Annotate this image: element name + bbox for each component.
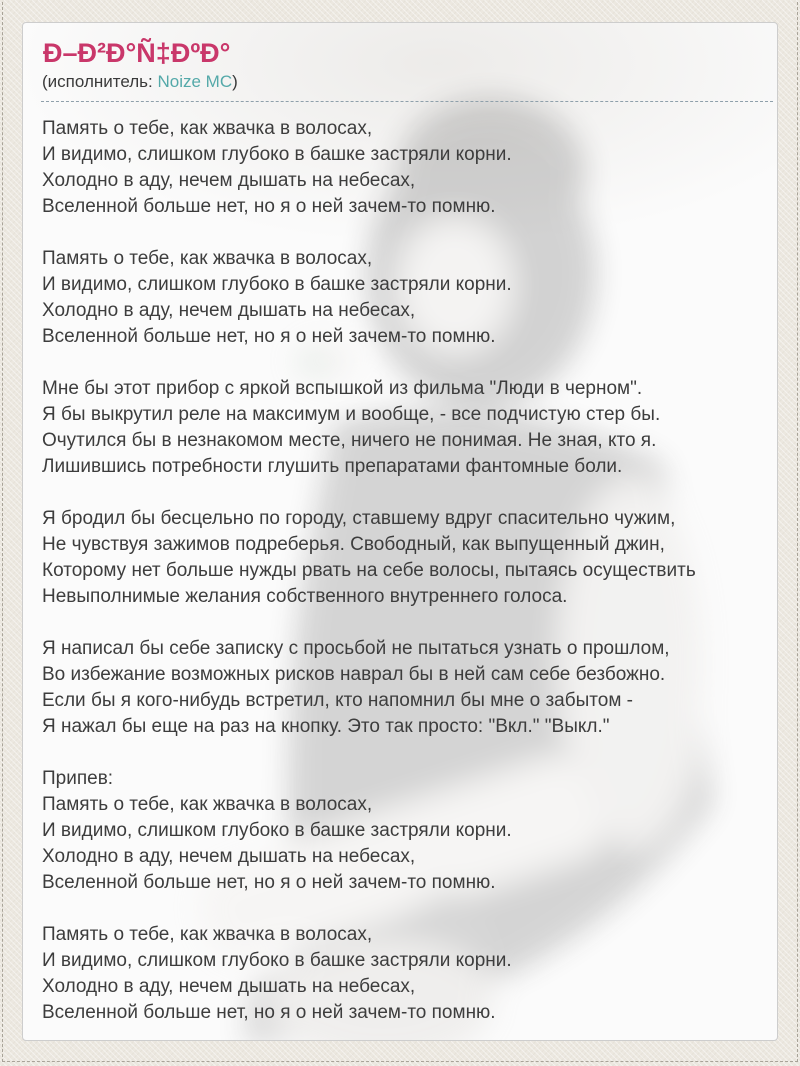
lyric-line: Не чувствуя зажимов подреберья. Свободный, как выпущенный джин, bbox=[42, 534, 665, 555]
lyric-line: Невыполнимые желания собственного внутреннего голоса. bbox=[42, 586, 568, 607]
lyric-line: И видимо, слишком глубоко в башке застряли корни. bbox=[42, 274, 512, 295]
lyric-line: Холодно в аду, нечем дышать на небесах, bbox=[42, 300, 416, 321]
stanza bbox=[42, 246, 759, 350]
lyric-line: Память о тебе, как жвачка в волосах, bbox=[42, 794, 373, 815]
lyric-line: Если бы я кого-нибудь встретил, кто напомнил бы мне о забытом - bbox=[42, 690, 633, 711]
lyric-line: Память о тебе, как жвачка в волосах, bbox=[42, 924, 373, 945]
stanza bbox=[42, 116, 759, 220]
lyric-line: Вселенной больше нет, но я о ней зачем-то помню. bbox=[42, 1002, 496, 1023]
lyric-line: Припев: bbox=[42, 768, 114, 789]
lyric-line: Вселенной больше нет, но я о ней зачем-то помню. bbox=[42, 326, 496, 347]
lyric-line: Лишившись потребности глушить препаратами фантомные боли. bbox=[42, 456, 623, 477]
lyric-line: Холодно в аду, нечем дышать на небесах, bbox=[42, 846, 416, 867]
stanza bbox=[42, 376, 759, 480]
lyric-line: И видимо, слишком глубоко в башке застряли корни. bbox=[42, 820, 512, 841]
lyric-line: Очутился бы в незнакомом месте, ничего не понимая. Не зная, кто я. bbox=[42, 430, 657, 451]
lyric-line: Я нажал бы еще на раз на кнопку. Это так просто: "Вкл." "Выкл." bbox=[42, 716, 610, 737]
lyric-line: Холодно в аду, нечем дышать на небесах, bbox=[42, 170, 416, 191]
lyric-line: Я бы выкрутил реле на максимум и вообще, - все подчистую стер бы. bbox=[42, 404, 661, 425]
lyric-line: Мне бы этот прибор с яркой вспышкой из фильма "Люди в черном". bbox=[42, 378, 643, 399]
stanza bbox=[42, 506, 759, 610]
lyric-line: Я написал бы себе записку с просьбой не пытаться узнать о прошлом, bbox=[42, 638, 670, 659]
artist-line-suffix: ) bbox=[232, 72, 238, 91]
lyric-line: Во избежание возможных рисков наврал бы в ней сам себе безбожно. bbox=[42, 664, 666, 685]
artist-link[interactable]: Noize MC bbox=[157, 72, 233, 91]
stanza bbox=[42, 636, 759, 740]
lyrics bbox=[41, 116, 773, 1026]
lyric-line: Которому нет больше нужды рвать на себе волосы, пытаясь осуществить bbox=[42, 560, 696, 581]
artist-line-prefix: (исполнитель: bbox=[42, 72, 158, 91]
lyrics-card bbox=[22, 22, 778, 1041]
artist-line bbox=[41, 72, 773, 102]
lyric-line: Память о тебе, как жвачка в волосах, bbox=[42, 248, 373, 269]
lyric-line: Холодно в аду, нечем дышать на небесах, bbox=[42, 976, 416, 997]
lyric-line: Я бродил бы бесцельно по городу, ставшему вдруг спасительно чужим, bbox=[42, 508, 676, 529]
card-content bbox=[23, 23, 777, 1026]
lyric-line: И видимо, слишком глубоко в башке застряли корни. bbox=[42, 144, 512, 165]
lyric-line: И видимо, слишком глубоко в башке застряли корни. bbox=[42, 950, 512, 971]
lyric-line: Память о тебе, как жвачка в волосах, bbox=[42, 118, 373, 139]
lyric-line: Вселенной больше нет, но я о ней зачем-то помню. bbox=[42, 196, 496, 217]
stanza bbox=[42, 766, 759, 896]
stanza bbox=[42, 922, 759, 1026]
page-title: Ð–Ð²Ð°Ñ‡ÐºÐ° bbox=[43, 38, 231, 68]
lyric-line: Вселенной больше нет, но я о ней зачем-то помню. bbox=[42, 872, 496, 893]
